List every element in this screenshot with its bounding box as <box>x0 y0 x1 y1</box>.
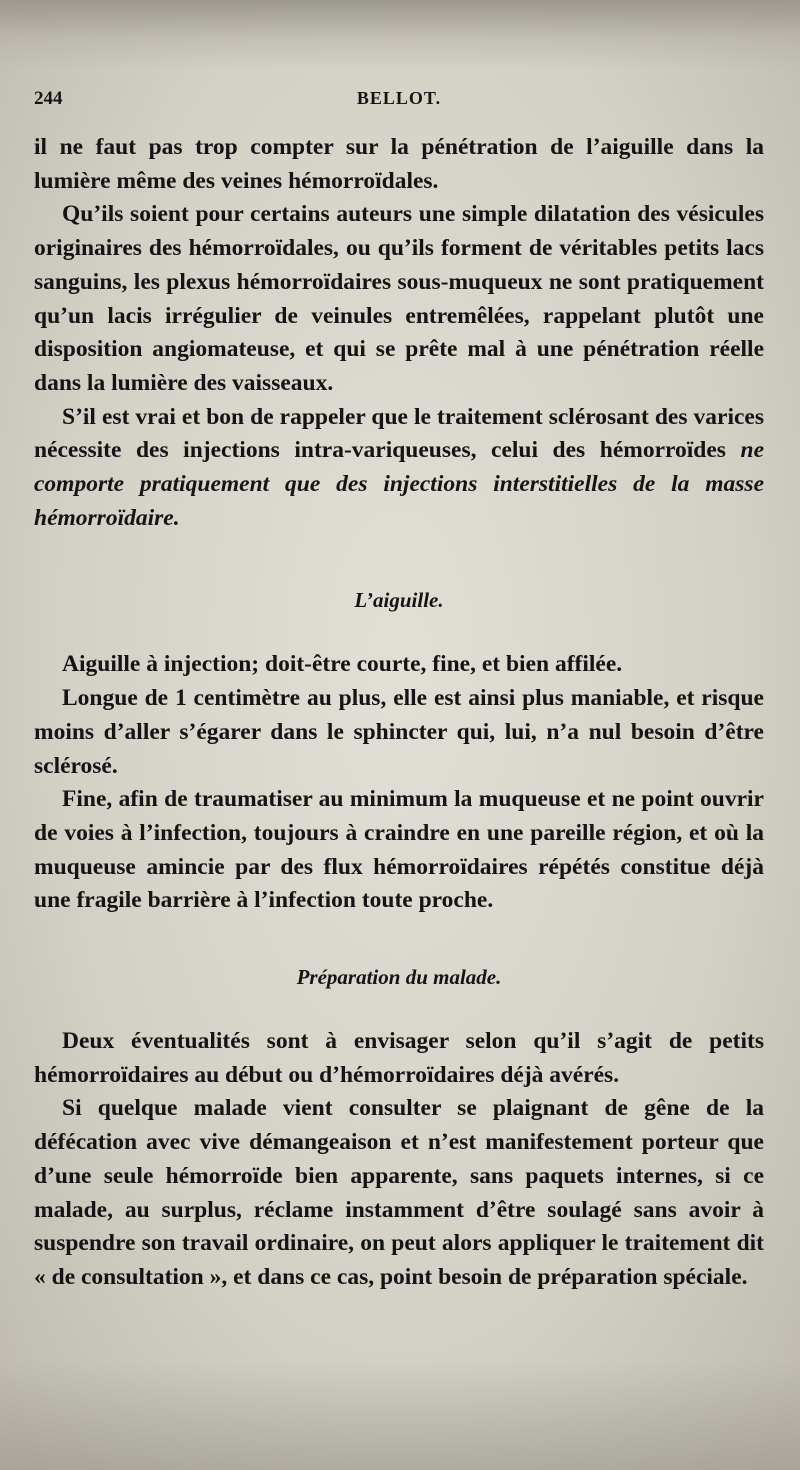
paragraph-7: Deux éventualités sont à envisager selon qu’il s’agit de petits hémorroïdaires au début ou d’hémorroïdaires déjà avérés. <box>34 1028 764 1088</box>
paragraph-2: Qu’ils soient pour certains auteurs une simple dilatation des vésicules originaires des hémorroïdales, ou qu’ils forment de véritables petits lacs sanguins, les plexus hémorroïdaires sous-muqueux ne sont pratiquement qu’un lacis irrégulier de veinules entremêlées, rappelant plutôt une disposition angiomateuse, et qui se prête mal à une pénétration réelle dans la lumière des vaisseaux. <box>34 201 764 396</box>
paragraph-8: Si quelque malade vient consulter se plaignant de gêne de la défécation avec vive démangeaison et n’est manifestement porteur que d’une seule hémorroïde bien apparente, sans paquets internes, si ce malade, au surplus, réclame instamment d’être soulagé sans avoir à suspendre son travail ordinaire, on peut alors appliquer le traitement dit « de consultation », et dans ce cas, point besoin de préparation spéciale. <box>34 1095 764 1290</box>
page-header <box>34 88 764 118</box>
paragraph-3-italic: ne comporte pratiquement que des injections interstitielles de la masse hémorroïdaire. <box>34 437 764 531</box>
paragraph-6: Fine, afin de traumatiser au minimum la muqueuse et ne point ouvrir de voies à l’infection, toujours à craindre en une pareille région, et où la muqueuse amincie par des flux hémorroïdaires répétés constitue déjà une fragile barrière à l’infection toute proche. <box>34 786 764 914</box>
section-title-preparation: Préparation du malade. <box>296 965 502 990</box>
paragraph-4: Aiguille à injection; doit-être courte, fine, et bien affilée. <box>62 651 623 678</box>
running-head: BELLOT. <box>356 88 442 108</box>
section-title-aiguille: L’aiguille. <box>354 588 444 613</box>
paragraph-1: il ne faut pas trop compter sur la pénétration de l’aiguille dans la lumière même des veines hémorroïdales. <box>34 134 764 194</box>
paragraph-3-text: S’il est vrai et bon de rappeler que le traitement sclérosant des varices nécessite des injections intra-variqueuses, celui des hémorroïdes <box>34 403 764 464</box>
page-body <box>34 131 764 1295</box>
paragraph-3 <box>34 401 764 536</box>
page-number: 244 <box>34 88 63 109</box>
paragraph-5: Longue de 1 centimètre au plus, elle est ainsi plus maniable, et risque moins d’aller s’égarer dans le sphincter qui, lui, n’a nul besoin d’être sclérosé. <box>34 685 764 779</box>
